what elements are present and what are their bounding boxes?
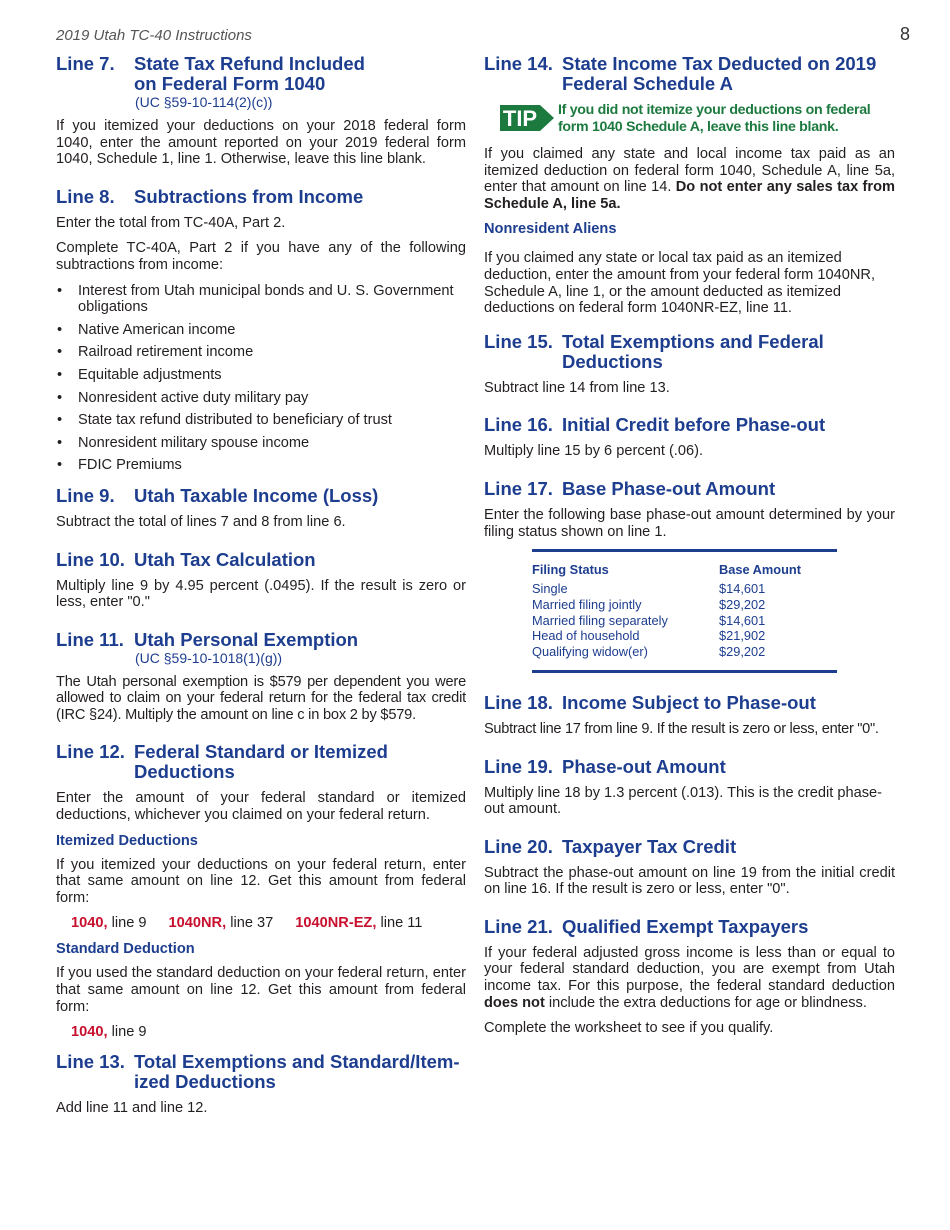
form-number: 1040NR-EZ, [295,915,377,932]
line12-paragraph: If you used the standard deduction on your federal return, enter that same amount on line 12. Get this amount from federal form: [56,965,466,1015]
line19-heading [484,757,895,777]
tip-badge-label: TIP [502,106,538,131]
standard-form-references [71,1024,466,1040]
heading-text: Total Exemptions and Federal [562,330,824,352]
list-item: • State tax refund distributed to beneficiary of trust [57,412,392,429]
tip-badge-icon [500,102,556,134]
line-number: Line 18. [484,691,553,713]
heading-text: Utah Taxable Income (Loss) [134,484,379,506]
line11-heading [56,630,466,650]
line19-paragraph: Multiply line 18 by 1.3 percent (.013). This is the credit phase-out amount. [484,784,883,818]
standard-deduction-subheading: Standard Deduction [56,941,195,958]
line18-heading [484,693,895,713]
column-header: Base Amount [719,562,802,578]
form-line: line 11 [380,915,423,932]
heading-text: Initial Credit before Phase-out [562,414,826,436]
itemized-form-references [71,915,466,931]
heading-text: Deductions [134,761,235,783]
form-number: 1040, [71,1024,108,1041]
table-cell: $21,902 [719,628,766,644]
line14-heading [484,54,895,94]
line21-paragraph: Complete the worksheet to see if you qualify. [484,1020,774,1037]
line-number: Line 15. [484,330,553,352]
line-number: Line 20. [484,835,553,857]
bold-emphasis: does not [484,994,545,1011]
page-number: 8 [900,24,911,44]
heading-text: Subtractions from Income [134,185,364,207]
list-item: • Interest from Utah municipal bonds and U. S. Government obligations [57,282,454,316]
line11-code-ref: (UC §59-10-1018(1)(g)) [135,649,283,666]
line11-paragraph: The Utah personal exemption is $579 per dependent you were allowed to claim on your federal return for the federal tax credit (IRC §24). Multiply the amount on line c in box 2 by $579. [56,673,466,723]
line16-heading [484,415,895,435]
line17-paragraph: Enter the following base phase-out amount determined by your filing status shown on line 1. [484,506,895,540]
table-row [532,581,837,597]
nonresident-aliens-subheading: Nonresident Aliens [484,221,617,238]
heading-text: ized Deductions [134,1071,276,1093]
line7-code-ref: (UC §59-10-114(2)(c)) [135,94,273,110]
list-item: • Nonresident military spouse income [57,434,310,451]
line20-heading [484,837,895,857]
table-row [532,597,837,613]
list-item: • Equitable adjustments [57,366,222,383]
line10-heading [56,550,466,570]
line-number: Line 21. [484,915,553,937]
table-cell: $14,601 [719,612,766,628]
heading-text: Utah Personal Exemption [134,628,359,650]
list-item: • Railroad retirement income [57,344,254,361]
heading-text: Deductions [562,350,663,372]
line13-heading [56,1052,466,1092]
itemized-deductions-subheading: Itemized Deductions [56,832,198,849]
table-cell: Married filing jointly [532,596,642,612]
table-cell: $14,601 [719,580,766,596]
table-cell: Single [532,580,568,596]
bold-note: Do not enter any sales tax from Schedule A, line 5a. [484,179,895,212]
heading-text: on Federal Form 1040 [134,73,326,94]
heading-text: Qualified Exempt Taxpayers [562,915,809,937]
form-number: 1040NR, [168,915,227,932]
heading-text: Base Phase-out Amount [562,477,776,499]
table-header-row [532,562,837,578]
table-cell: Qualifying widow(er) [532,644,648,660]
line9-heading [56,486,466,506]
heading-text: Federal Schedule A [562,73,734,94]
line7-heading [56,54,466,94]
line-number: Line 8. [56,185,115,207]
line16-paragraph: Multiply line 15 by 6 percent (.06). [484,443,704,460]
line8-heading [56,187,466,207]
line9-paragraph: Subtract the total of lines 7 and 8 from line 6. [56,513,346,530]
line13-paragraph: Add line 11 and line 12. [56,1100,208,1117]
form-line: line 9 [111,915,147,932]
subtractions-list [56,283,466,474]
line-number: Line 17. [484,477,553,499]
line21-heading [484,917,895,937]
form-line: line 9 [111,1024,147,1041]
line20-paragraph: Subtract the phase-out amount on line 19 from the initial credit on line 16. If the result is zero or less, enter "0". [484,864,895,898]
table-cell: $29,202 [719,596,766,612]
table-cell: $29,202 [719,644,766,660]
table-row [532,628,837,644]
line10-paragraph: Multiply line 9 by 4.95 percent (.0495). If the result is zero or less, enter "0." [56,577,466,611]
heading-text: Phase-out Amount [562,755,726,777]
line14-paragraph: If you claimed any state or local tax paid as an itemized deduction, enter the amount from your federal form 1040NR, Schedule A, line 1, or the amount deducted as itemized deductions on federal form 1040NR-EZ, line 11. [484,250,875,317]
form-number: 1040, [71,915,108,932]
list-item: • Nonresident active duty military pay [57,389,309,406]
line-number: Line 7. [56,53,115,74]
line-number: Line 14. [484,53,553,74]
line14-paragraph: If you claimed any state and local income tax paid as an itemized deduction on federal form 1040, Schedule A, line 5a, enter that amount on line 14. Do not enter any sales tax from Schedule A, line 5a. [484,146,895,212]
line-number: Line 13. [56,1051,125,1073]
table-row [532,644,837,660]
line8-paragraph: Enter the total from TC-40A, Part 2. [56,214,286,231]
line8-paragraph: Complete TC-40A, Part 2 if you have any of the following subtractions from income: [56,240,466,273]
running-title: 2019 Utah TC-40 Instructions [56,27,252,44]
tip-callout [500,102,895,136]
left-column [56,54,466,1126]
list-item: • FDIC Premiums [57,457,182,474]
heading-text: Income Subject to Phase-out [562,691,816,713]
form-line: line 37 [230,915,274,932]
line7-paragraph: If you itemized your deductions on your 2018 federal form 1040, enter the amount reported on your 2019 federal form 1040, Schedule 1, line 1. Otherwise, leave this line blank. [56,118,466,168]
list-item: • Native American income [57,321,236,338]
filing-status-table [532,549,837,673]
heading-text: Taxpayer Tax Credit [562,835,737,857]
table-cell: Head of household [532,628,640,644]
line-number: Line 16. [484,414,553,436]
table-cell: Married filing separately [532,612,668,628]
line21-paragraph: If your federal adjusted gross income is less than or equal to your federal standard deduction, you are exempt from Utah income tax. For this purpose, the federal standard deduction does not include the extra deductions for age or blindness. [484,944,895,1011]
line12-paragraph: Enter the amount of your federal standard or itemized deductions, whichever you claimed on your federal return. [56,790,466,824]
right-column [484,54,895,1046]
heading-text: State Income Tax Deducted on 2019 [562,53,877,74]
line-number: Line 11. [56,628,124,650]
line-number: Line 12. [56,741,125,763]
table-row [532,613,837,629]
tip-text: If you did not itemize your deductions on federal form 1040 Schedule A, leave this line blank. [558,102,871,135]
line-number: Line 19. [484,755,553,777]
line15-paragraph: Subtract line 14 from line 13. [484,379,670,396]
line-number: Line 10. [56,548,125,570]
line12-heading [56,742,466,782]
heading-text: Total Exemptions and Standard/Item- [134,1051,460,1073]
column-header: Filing Status [532,562,609,578]
line-number: Line 9. [56,484,115,506]
heading-text: Federal Standard or Itemized [134,741,388,763]
line18-paragraph: Subtract line 17 from line 9. If the result is zero or less, enter "0". [484,720,879,737]
heading-text: Utah Tax Calculation [134,548,316,570]
line17-heading [484,479,895,499]
line15-heading [484,332,895,372]
heading-text: State Tax Refund Included [134,53,365,74]
line12-paragraph: If you itemized your deductions on your federal return, enter that same amount on line 12. Get this amount from federal form: [56,856,466,906]
